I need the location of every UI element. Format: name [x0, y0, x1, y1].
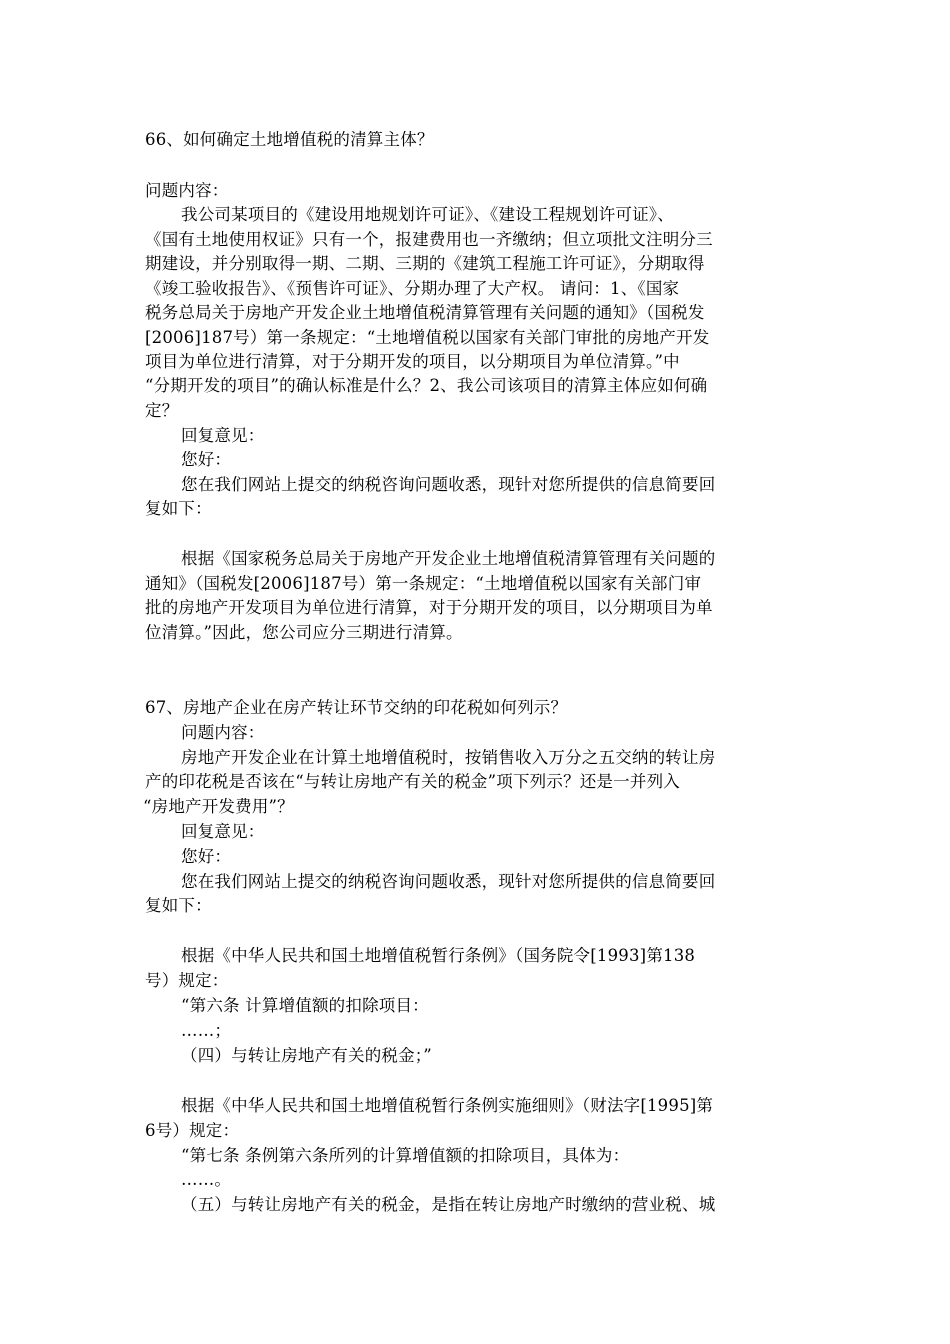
q67-intro-line: 您在我们网站上提交的纳税咨询问题收悉，现针对您所提供的信息简要回: [181, 872, 716, 891]
q66-intro-line: 复如下：: [145, 499, 212, 518]
q67-reply-label: 回复意见：: [181, 822, 265, 841]
q67-para2-line: 根据《中华人民共和国土地增值税暂行条例实施细则》（财法字[1995]第: [181, 1096, 714, 1115]
q66-question-line: 《竣工验收报告》、《预售许可证》、分期办理了大产权。 请问：1、《国家: [145, 279, 680, 298]
q67-greeting: 您好：: [181, 847, 232, 866]
q66-question-line: “分期开发的项目”的确认标准是什么？2、我公司该项目的清算主体应如何确: [145, 376, 708, 395]
q67-content-label: 问题内容：: [181, 723, 265, 742]
q66-answer-line: 位清算。”因此，您公司应分三期进行清算。: [145, 623, 463, 642]
q67-quote1-line: “第六条 计算增值额的扣除项目：: [181, 996, 429, 1015]
q67-intro-line: 复如下：: [145, 896, 212, 915]
q66-answer-line: 批的房地产开发项目为单位进行清算，对于分期开发的项目，以分期项目为单: [145, 598, 713, 617]
q67-quote1-line: ……；: [181, 1021, 232, 1040]
q66-question-line: 项目为单位进行清算，对于分期开发的项目，以分期项目为单位清算。”中: [145, 352, 680, 371]
q66-question-line: [2006]187号）第一条规定：“土地增值税以国家有关部门审批的房地产开发: [145, 328, 710, 347]
q67-para2-line: 6号）规定：: [145, 1121, 240, 1140]
q66-reply-label: 回复意见：: [181, 426, 265, 445]
q67-question-line: “房地产开发费用”？: [143, 797, 294, 816]
q67-quote2-line: “第七条 条例第六条所列的计算增值额的扣除项目，具体为：: [181, 1146, 630, 1165]
q66-greeting: 您好：: [181, 450, 232, 469]
q67-quote2-line: （五）与转让房地产有关的税金，是指在转让房地产时缴纳的营业税、城: [181, 1195, 716, 1214]
q66-intro-line: 您在我们网站上提交的纳税咨询问题收悉，现针对您所提供的信息简要回: [181, 475, 716, 494]
q67-para1-line: 号）规定：: [145, 971, 229, 990]
q67-question-line: 产的印花税是否该在“与转让房地产有关的税金”项下列示？还是一并列入: [145, 772, 680, 791]
q66-content-label: 问题内容：: [145, 181, 229, 200]
q66-question-line: 税务总局关于房地产开发企业土地增值税清算管理有关问题的通知》（国税发: [145, 303, 705, 322]
q67-para1-line: 根据《中华人民共和国土地增值税暂行条例》（国务院令[1993]第138: [181, 946, 696, 965]
q66-title: 66、如何确定土地增值税的清算主体？: [145, 130, 434, 149]
q66-answer-line: 通知》（国税发[2006]187号）第一条规定：“土地增值税以国家有关部门审: [145, 574, 702, 593]
q67-title: 67、房地产企业在房产转让环节交纳的印花税如何列示？: [145, 698, 568, 717]
q66-question-line: 《国有土地使用权证》只有一个，报建费用也一齐缴纳；但立项批文注明分三: [145, 230, 713, 249]
q67-question-line: 房地产开发企业在计算土地增值税时，按销售收入万分之五交纳的转让房: [181, 748, 716, 767]
q67-quote2-line: ……。: [181, 1170, 232, 1189]
q66-answer-line: 根据《国家税务总局关于房地产开发企业土地增值税清算管理有关问题的: [181, 549, 716, 568]
q66-question-line: 期建设，并分别取得一期、二期、三期的《建筑工程施工许可证》，分期取得: [145, 254, 705, 273]
q66-question-line: 我公司某项目的《建设用地规划许可证》、《建设工程规划许可证》、: [181, 205, 674, 224]
q66-question-line: 定？: [145, 401, 179, 420]
q67-quote1-line: （四）与转让房地产有关的税金；”: [181, 1046, 432, 1065]
